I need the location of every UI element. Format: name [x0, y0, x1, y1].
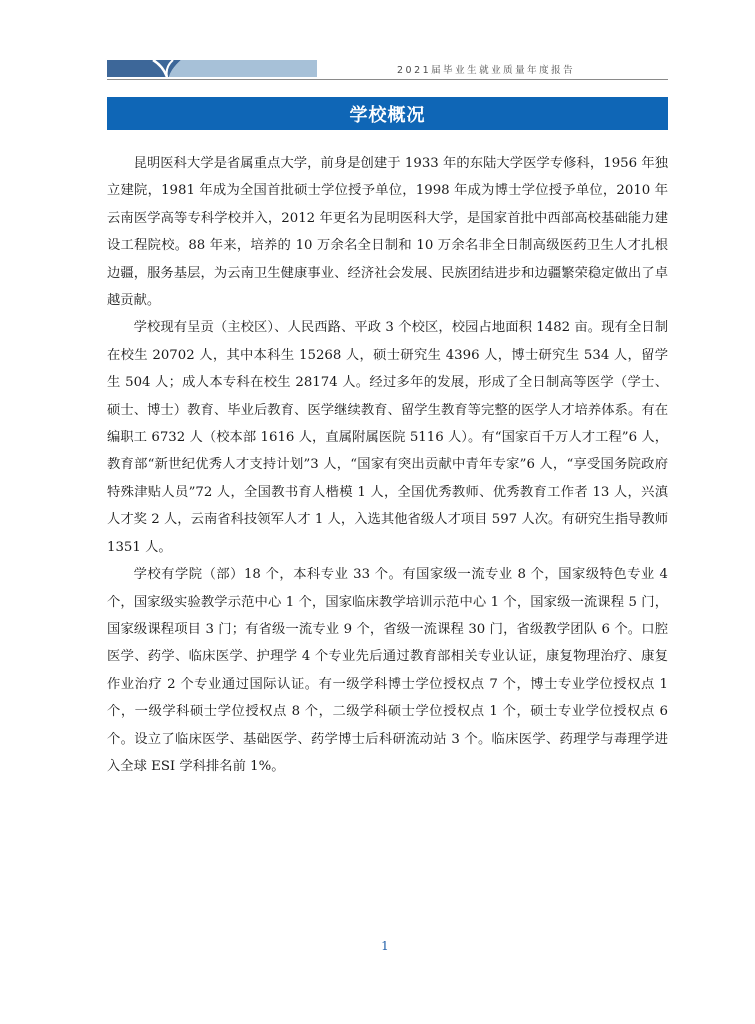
section-title: 学校概况 — [349, 104, 426, 126]
body-text — [107, 150, 668, 780]
paragraph-campus-and-staff: 学校现有呈贡（主校区）、人民西路、平政 3 个校区，校园占地面积 1482 亩。现有全日制在校生 20702 人，其中本科生 15268 人，硕士研究生 4396 人，博士研究生 534 人，留学生 504 人；成人本专科在校生 28174 人。经过多年的发展，形成了全日制高等医学（学士、硕士、博士）教育、毕业后教育、医学继续教育、留学生教育等完整的医学人才培养体系。有在编职工 6732 人（校本部 1616 人，直属附属医院 5116 人）。有“国家百千万人才工程”6 人，教育部“新世纪优秀人才支持计划”3 人，“国家有突出贡献中青年专家”6 人，“享受国务院政府特殊津贴人员”72 人，全国教书育人楷模 1 人，全国优秀教师、优秀教育工作者 13 人，兴滇人才奖 2 人，云南省科技领军人才 1 人，入选其他省级人才项目 597 人次。有研究生指导教师 1351 人。 — [107, 320, 668, 555]
header-divider — [107, 79, 668, 80]
paragraph-history: 昆明医科大学是省属重点大学，前身是创建于 1933 年的东陆大学医学专修科，1956 年独立建院，1981 年成为全国首批硕士学位授予单位，1998 年成为博士学位授予单位，2010 年云南医学高等专科学校并入，2012 年更名为昆明医科大学，是国家首批中西部高校基础能力建设工程院校。88 年来，培养的 10 万余名全日制和 10 万余名非全日制高级医药卫生人才扎根边疆，服务基层，为云南卫生健康事业、经济社会发展、民族团结进步和边疆繁荣稳定做出了卓越贡献。 — [107, 156, 668, 309]
header-decorative-band — [107, 60, 317, 77]
report-title: 2021届毕业生就业质量年度报告 — [397, 65, 576, 76]
page-number: 1 — [381, 939, 389, 953]
paragraph-disciplines: 学校有学院（部）18 个，本科专业 33 个。有国家级一流专业 8 个，国家级特色专业 4 个，国家级实验教学示范中心 1 个，国家临床教学培训示范中心 1 个，国家级一流课程 5 门，国家级课程项目 3 门；有省级一流专业 9 个，省级一流课程 30 门，省级教学团队 6 个。口腔医学、药学、临床医学、护理学 4 个专业先后通过教育部相关专业认证，康复物理治疗、康复作业治疗 2 个专业通过国际认证。有一级学科博士学位授权点 7 个，博士专业学位授权点 1 个，一级学科硕士学位授权点 8 个，二级学科硕士学位授权点 1 个，硕士专业学位授权点 6 个。设立了临床医学、基础医学、药学博士后科研流动站 3 个。临床医学、药理学与毒理学进入全球 ESI 学科排名前 1%。 — [107, 567, 668, 774]
section-title-bar — [107, 97, 668, 130]
